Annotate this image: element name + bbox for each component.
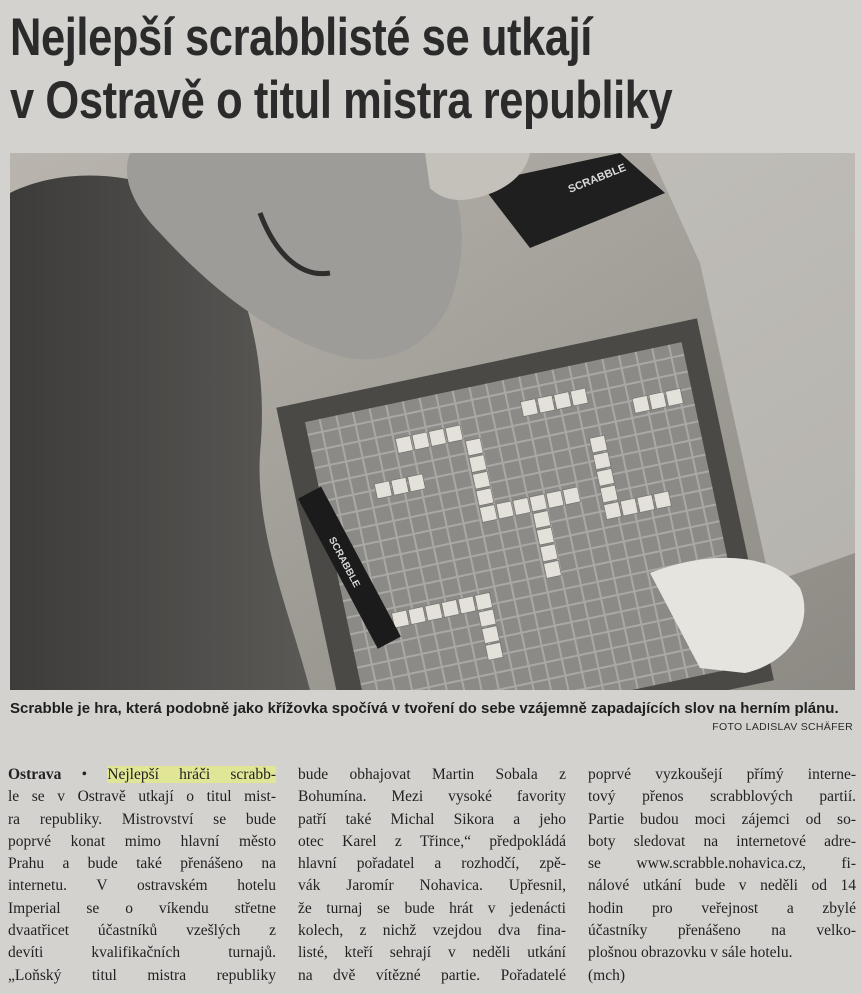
dateline-bullet: •	[61, 766, 108, 783]
article-column-3	[588, 764, 856, 987]
article-line: internetu. V ostravském hotelu	[8, 877, 276, 895]
article-line: účastníky přenášeno na velko-	[588, 922, 856, 940]
article-column-2	[298, 764, 566, 987]
tile-rack-label: SCRABBLE	[325, 535, 362, 590]
article-line	[8, 764, 276, 786]
article-line: kolech, z nichž vzejdou dva fina-	[298, 922, 566, 940]
article-line: tový přenos scrabblových partií.	[588, 788, 856, 806]
article-line: Imperial se o víkendu střetne	[8, 899, 276, 917]
article-line: dvaatřicet účastníků vzešlých z	[8, 922, 276, 940]
photo-illustration	[10, 153, 855, 690]
article-line: se www.scrabble.nohavica.cz, fi-	[588, 855, 856, 873]
article-line: le se v Ostravě utkají o titul mist-	[8, 788, 276, 806]
article-line: Partie budou moci zájemci od so-	[588, 810, 856, 828]
article-text: Nejlepší hráči scrabb-	[107, 766, 276, 783]
scrabble-board-photo	[10, 153, 855, 690]
article-line: hodin pro veřejnost a zbylé	[588, 899, 856, 917]
photo-credit: FOTO LADISLAV SCHÄFER	[712, 721, 853, 733]
article-line: „Loňský titul mistra republiky	[8, 966, 276, 984]
article-line: otec Karel z Třince,“ předpokládá	[298, 832, 566, 850]
headline	[10, 6, 703, 132]
article-line: poprvé konat mimo hlavní město	[8, 832, 276, 850]
article-line: Bohumína. Mezi vysoké favority	[298, 788, 566, 806]
article-column-1	[8, 764, 276, 987]
article-line: bude obhajovat Martin Sobala z	[298, 766, 566, 783]
article-line: na dvě vítězné partie. Pořadatelé	[298, 966, 566, 984]
headline-line-2: v Ostravě o titul mistra republiky	[10, 71, 673, 130]
headline-line-1: Nejlepší scrabblisté se utkají	[10, 8, 592, 67]
photo-caption: Scrabble je hra, která podobně jako křížovka spočívá v tvoření do sebe vzájemně zapadajících slov na herním plánu.	[10, 700, 839, 717]
article-line: že turnaj se bude hrát v jedenácti	[298, 899, 566, 917]
article-line: boty sledovat na internetové adre-	[588, 832, 856, 850]
article-line: nálové utkání bude v neděli od 14	[588, 877, 856, 895]
article-line: devíti kvalifikačních turnajů.	[8, 944, 276, 962]
article-line: vák Jaromír Nohavica. Upřesnil,	[298, 877, 566, 895]
article-line: listé, kteří sehrají v neděli utkání	[298, 944, 566, 962]
article-line: poprvé vyzkoušejí přímý interne-	[588, 766, 856, 783]
article-line: Prahu a bude také přenášeno na	[8, 855, 276, 873]
article-line: hlavní pořadatel a rozhodčí, zpě-	[298, 855, 566, 873]
article-line: patří také Michal Sikora a jeho	[298, 810, 566, 828]
article-line: plošnou obrazovku v sále hotelu.	[588, 944, 793, 962]
article-dateline: Ostrava	[8, 766, 62, 783]
article-line: ra republiky. Mistrovství se bude	[8, 810, 276, 828]
author-signature: (mch)	[588, 966, 626, 984]
scrabble-box-label: SCRABBLE	[566, 161, 628, 196]
